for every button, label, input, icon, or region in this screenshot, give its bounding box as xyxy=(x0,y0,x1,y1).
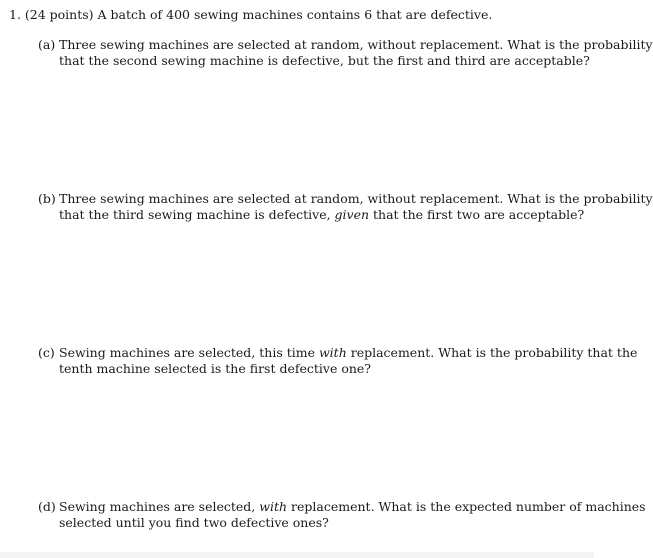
part-b-emphasis: given xyxy=(334,207,370,222)
part-a xyxy=(38,37,653,69)
part-b-line-1 xyxy=(38,191,653,207)
part-c-line-1 xyxy=(38,345,638,361)
part-d-text-1-post: replacement. What is the expected number of machines xyxy=(287,499,646,514)
part-d-label: (d) xyxy=(38,499,56,514)
part-c-emphasis: with xyxy=(318,345,347,360)
part-c-label: (c) xyxy=(38,345,55,360)
part-b-label: (b) xyxy=(38,191,56,206)
page-bottom-edge xyxy=(0,552,594,558)
part-a-line-1 xyxy=(38,37,653,53)
part-b-line-2 xyxy=(38,207,586,223)
part-c-text-1-pre: Sewing machines are selected, this time xyxy=(59,345,319,360)
part-a-label: (a) xyxy=(38,37,56,52)
part-b-text-1: Three sewing machines are selected at random, without replacement. What is the probability xyxy=(59,191,653,206)
part-d-emphasis: with xyxy=(259,499,288,514)
part-d xyxy=(38,499,646,531)
part-b-text-2-post: that the first two are acceptable? xyxy=(369,207,585,222)
part-a-text-1: Three sewing machines are selected at random, without replacement. What is the probability xyxy=(59,37,653,52)
part-a-line-2: that the second sewing machine is defective, but the first and third are acceptable? xyxy=(59,53,590,68)
part-c xyxy=(38,345,638,377)
part-c-line-2: tenth machine selected is the first defective one? xyxy=(59,361,372,376)
part-d-text-1-pre: Sewing machines are selected, xyxy=(59,499,260,514)
part-b-text-2-pre: that the third sewing machine is defective, xyxy=(59,207,335,222)
part-b xyxy=(38,191,653,223)
part-d-line-2: selected until you find two defective ones? xyxy=(59,515,329,530)
part-c-text-1-post: replacement. What is the probability that the xyxy=(346,345,638,360)
problem-heading: 1. (24 points) A batch of 400 sewing machines contains 6 that are defective. xyxy=(9,7,493,22)
part-d-line-1 xyxy=(38,499,646,515)
